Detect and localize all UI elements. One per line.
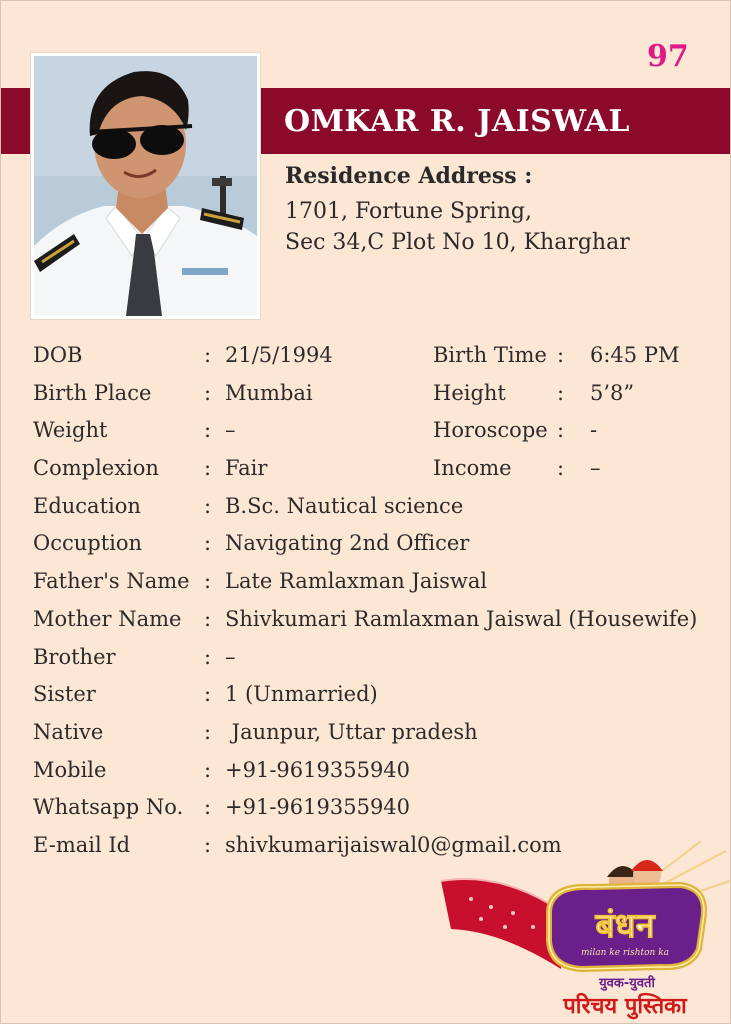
page-number: 97 (647, 39, 689, 74)
logo-graphic (441, 841, 731, 1024)
colon: : (557, 343, 565, 367)
native-label: Native (33, 719, 104, 744)
height-value: 5’8” (590, 380, 635, 405)
sister-label: Sister (33, 682, 96, 707)
logo-title: बंधन (595, 906, 655, 946)
detail-row-sister (33, 682, 713, 720)
detail-row-native (33, 720, 713, 758)
weight-label: Weight (33, 418, 108, 443)
residence-address-label: Residence Address : (285, 163, 533, 189)
detail-row-education (33, 494, 713, 532)
colon: : (557, 456, 565, 481)
whatsapp-value: +91-9619355940 (225, 795, 411, 820)
colon: : (204, 380, 212, 405)
colon: : (204, 418, 212, 443)
detail-row-birth-place (33, 381, 713, 419)
detail-row-occupation (33, 531, 713, 569)
dob-value: 21/5/1994 (225, 343, 333, 367)
profile-photo (31, 53, 260, 319)
detail-row-father (33, 569, 713, 607)
occupation-label: Occuption (33, 531, 143, 556)
height-label: Height (433, 380, 506, 405)
income-value: – (590, 456, 601, 481)
father-name-label: Father's Name (33, 569, 190, 594)
residence-address-line-2: Sec 34,C Plot No 10, Kharghar (285, 230, 630, 255)
person-photo-illustration (34, 56, 257, 316)
weight-value: – (225, 418, 236, 443)
colon: : (204, 493, 212, 518)
colon: : (204, 832, 212, 857)
mother-name-label: Mother Name (33, 606, 182, 631)
father-name-value: Late Ramlaxman Jaiswal (225, 569, 488, 594)
birth-time-value: 6:45 PM (590, 343, 680, 367)
whatsapp-label: Whatsapp No. (33, 795, 184, 820)
detail-row-mobile (33, 758, 713, 796)
colon: : (204, 569, 212, 594)
detail-row-brother (33, 645, 713, 683)
income-label: Income (433, 456, 512, 481)
details-table (33, 343, 713, 871)
residence-address-line-1: 1701, Fortune Spring, (285, 199, 532, 224)
dob-label: DOB (33, 343, 83, 367)
mother-name-value: Shivkumari Ramlaxman Jaiswal (Housewife) (225, 606, 698, 631)
brother-label: Brother (33, 644, 116, 669)
colon: : (557, 418, 565, 443)
birth-time-label: Birth Time (433, 343, 547, 367)
email-label: E-mail Id (33, 832, 131, 857)
logo-tagline: milan ke rishton ka (580, 948, 670, 958)
colon: : (204, 757, 212, 782)
detail-row-mother (33, 607, 713, 645)
colon: : (557, 380, 565, 405)
brother-value: – (225, 644, 236, 669)
colon: : (204, 531, 212, 556)
birth-place-value: Mumbai (225, 380, 313, 405)
native-value: Jaunpur, Uttar pradesh (225, 719, 478, 744)
complexion-label: Complexion (33, 456, 159, 481)
horoscope-value: - (590, 418, 598, 443)
logo-subtitle-bottom: परिचय पुस्तिका (563, 994, 687, 1019)
colon: : (204, 644, 212, 669)
colon: : (204, 795, 212, 820)
logo-subtitle-top: युवक-युवती (599, 976, 655, 991)
detail-row-whatsapp (33, 795, 713, 833)
birth-place-label: Birth Place (33, 380, 152, 405)
colon: : (204, 719, 212, 744)
detail-row-complexion (33, 456, 713, 494)
sister-value: 1 (Unmarried) (225, 682, 378, 707)
complexion-value: Fair (225, 456, 268, 481)
colon: : (204, 456, 212, 481)
profile-name: OMKAR R. JAISWAL (284, 104, 630, 139)
mobile-label: Mobile (33, 757, 107, 782)
detail-row-weight (33, 418, 713, 456)
colon: : (204, 343, 212, 367)
education-value: B.Sc. Nautical science (225, 493, 464, 518)
education-label: Education (33, 493, 141, 518)
occupation-value: Navigating 2nd Officer (225, 531, 470, 556)
detail-row-dob (33, 343, 713, 381)
colon: : (204, 682, 212, 707)
email-value: shivkumarijaiswal0@gmail.com (225, 832, 562, 857)
mobile-value: +91-9619355940 (225, 757, 411, 782)
horoscope-label: Horoscope (433, 418, 548, 443)
colon: : (204, 606, 212, 631)
bandhan-logo (441, 841, 731, 1024)
